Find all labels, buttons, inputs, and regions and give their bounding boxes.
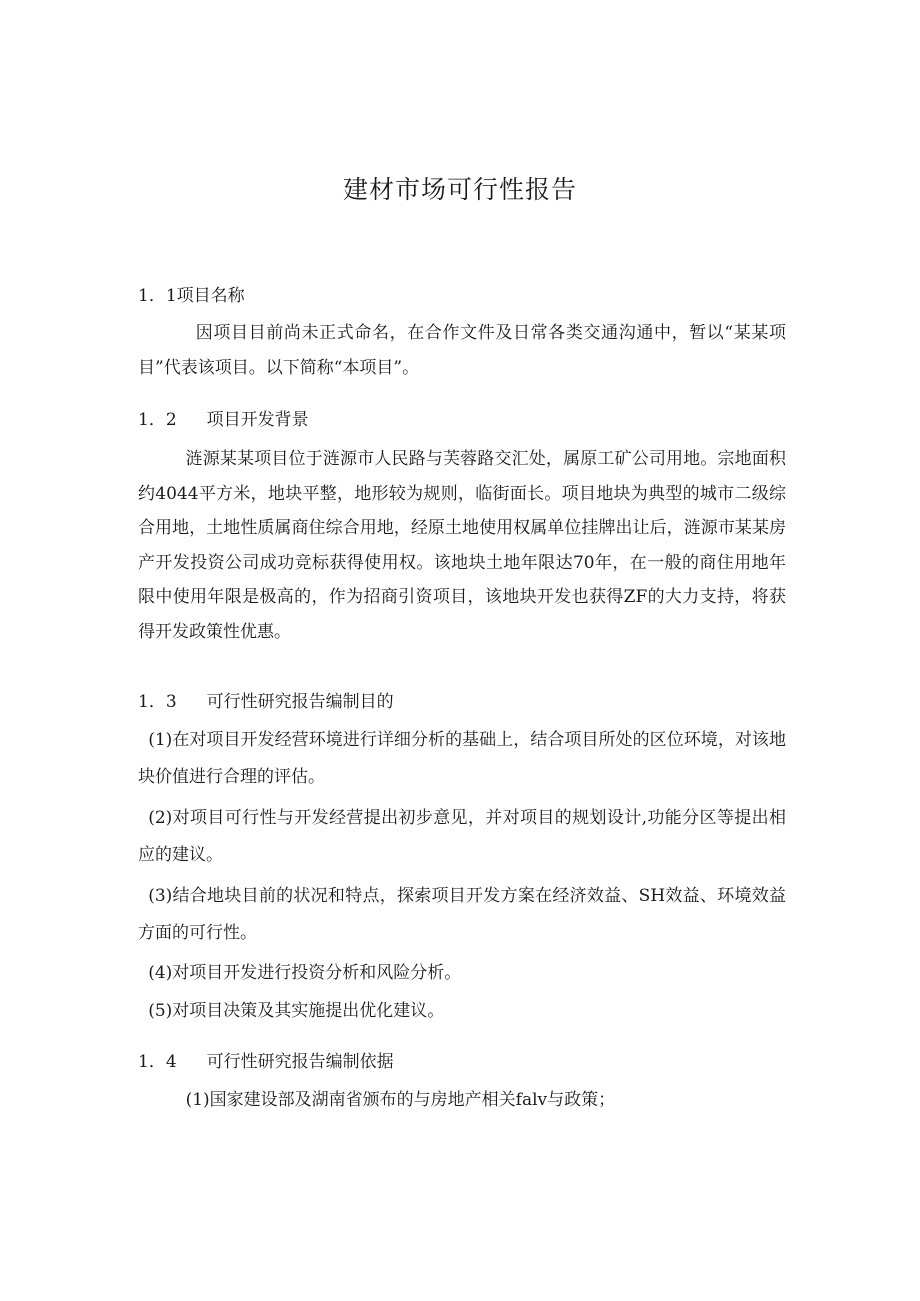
section-title: 可行性研究报告编制依据 [206, 1052, 394, 1072]
section-number: 1．3 [138, 692, 177, 712]
list-item: (5)对项目决策及其实施提出优化建议。 [148, 1001, 445, 1021]
paragraph: 涟源某某项目位于涟源市人民路与芙蓉路交汇处，属原工矿公司用地。宗地面积约4044平方米，地块平整，地形较为规则，临街面长。项目地块为典型的城市二级综合用地，土地性质属商住综合用地，经原土地使用权属单位挂牌出让后，涟源市某某房产开发投资公司成功竞标获得使用权。该地块土地年限达70年，在一般的商住用地年限中使用年限是极高的，作为招商引资项目，该地块开发也获得ZF的大力支持，将获得开发政策性优惠。 [138, 449, 786, 642]
document-title: 建材市场可行性报告 [342, 175, 577, 204]
section-heading-1-4 [138, 1050, 394, 1074]
section-title: 可行性研究报告编制目的 [206, 692, 394, 712]
list-item: (3)结合地块目前的状况和特点，探索项目开发方案在经济效益、SH效益、环境效益方面的可行性。 [138, 886, 786, 943]
list-item: (1)国家建设部及湖南省颁布的与房地产相关falv与政策； [185, 1090, 616, 1110]
section-heading-1-1 [138, 284, 245, 308]
list-item: (1)在对项目开发经营环境进行详细分析的基础上，结合项目所处的区位环境，对该地块价值进行合理的评估。 [138, 730, 786, 787]
section-heading-1-3 [138, 690, 394, 714]
section-title: 项目名称 [176, 286, 245, 306]
list-item: (4)对项目开发进行投资分析和风险分析。 [148, 963, 462, 983]
list-item: (2)对项目可行性与开发经营提出初步意见，并对项目的规划设计,功能分区等提出相应的建议。 [138, 808, 786, 865]
section-number: 1．4 [138, 1052, 177, 1072]
section-number: 1．1 [138, 286, 177, 306]
paragraph: 因项目目前尚未正式命名，在合作文件及日常各类交通沟通中，暂以“某某项目”代表该项目。以下简称“本项目”。 [138, 323, 786, 378]
section-heading-1-2 [138, 408, 309, 432]
section-title: 项目开发背景 [206, 410, 309, 430]
section-number: 1．2 [138, 410, 177, 430]
